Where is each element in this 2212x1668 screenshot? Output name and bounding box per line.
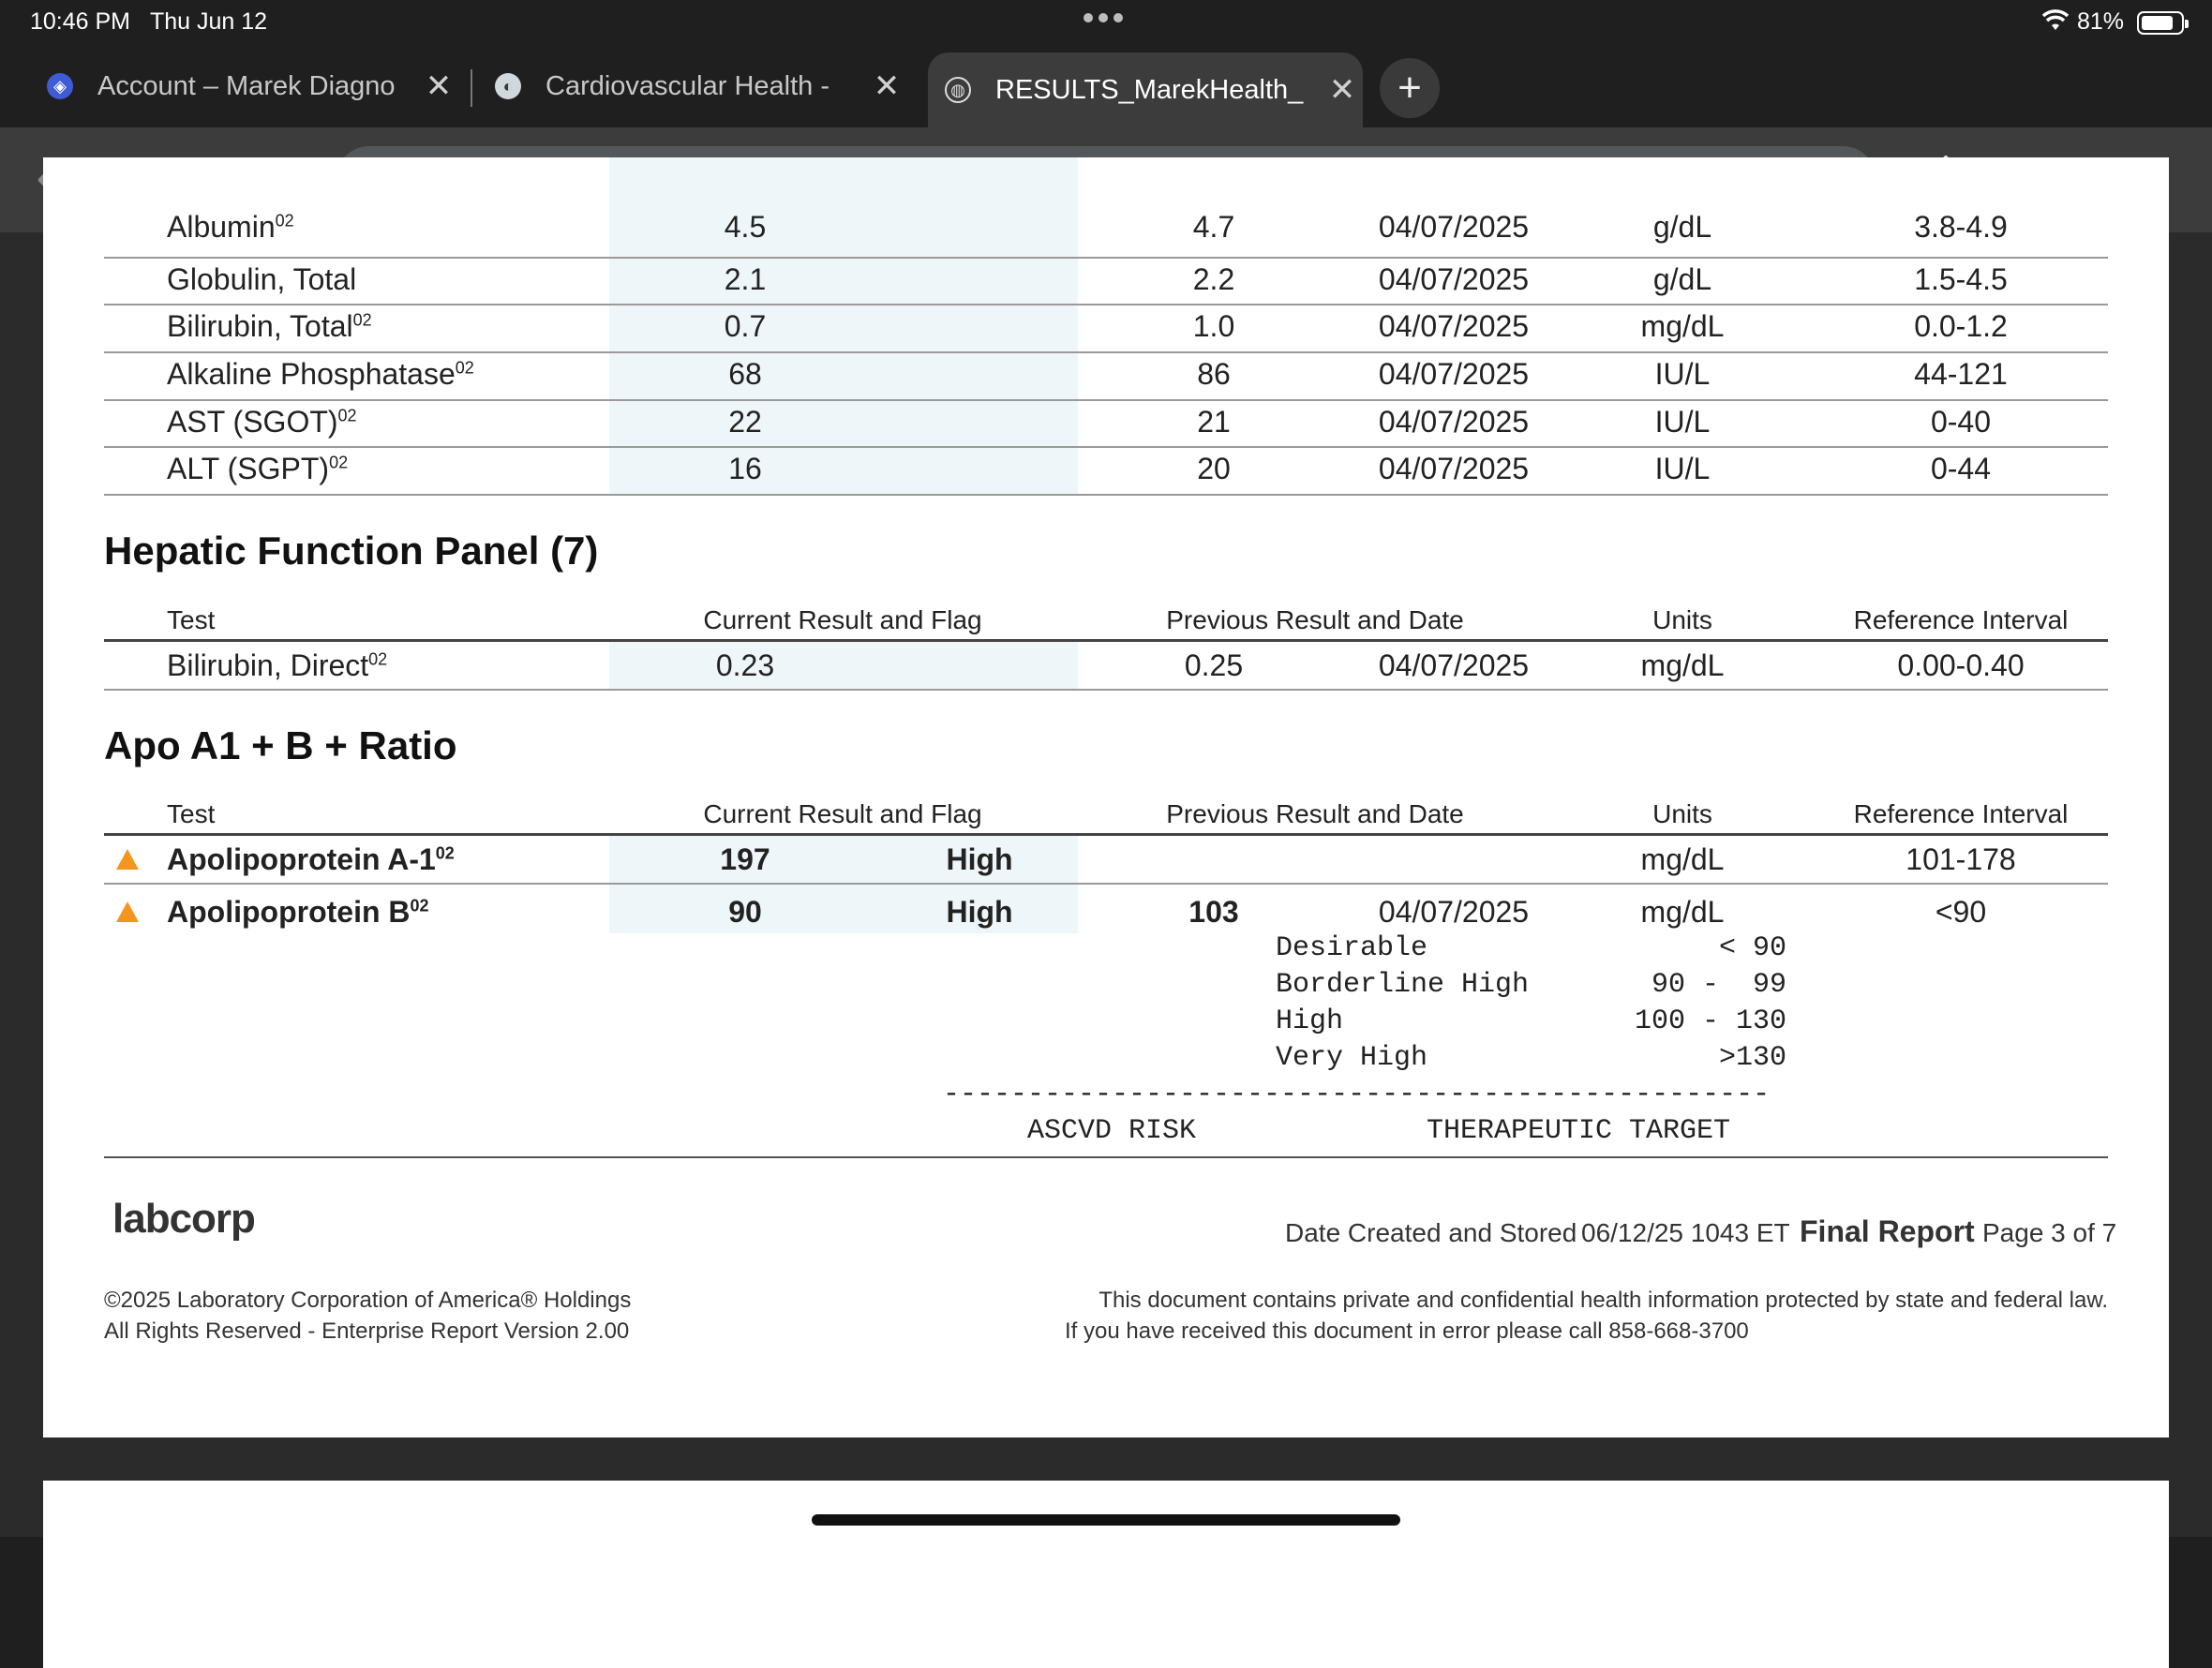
section-title-hepatic: Hepatic Function Panel (7) [104, 529, 599, 573]
test-name: Alkaline Phosphatase [167, 357, 456, 391]
lab-code: 02 [435, 843, 455, 863]
header-test: Test [167, 799, 216, 828]
row-divider [104, 351, 2108, 353]
header-previous: Previous Result and Date [1166, 605, 1464, 634]
previous-date: 04/07/2025 [1378, 895, 1530, 929]
reference-interval: 1.5-4.5 [1914, 262, 2008, 296]
units: mg/dL [1640, 842, 1725, 876]
copyright-line: ©2025 Laboratory Corporation of America® Holdings [104, 1288, 632, 1313]
status-time: 10:46 PM [30, 8, 131, 35]
ascvd-risk-label: ASCVD RISK [1027, 1115, 1197, 1147]
tab-account[interactable] [47, 52, 459, 120]
next-page [43, 1481, 2169, 1668]
reference-interval: 44-121 [1914, 357, 2008, 391]
previous-result: 4.7 [1192, 210, 1235, 244]
reference-interval: 0.0-1.2 [1914, 309, 2008, 343]
footer-divider [104, 1156, 2108, 1158]
comment-value: >130 [1718, 1042, 1786, 1074]
status-date: Thu Jun 12 [150, 8, 268, 35]
previous-date: 04/07/2025 [1378, 262, 1530, 296]
lab-code: 02 [455, 358, 474, 378]
units: IU/L [1654, 452, 1711, 485]
header-current: Current Result and Flag [703, 799, 982, 828]
current-result-highlight [609, 642, 1078, 689]
new-tab-button[interactable]: + [1380, 58, 1440, 118]
previous-result: 1.0 [1192, 309, 1235, 343]
previous-date: 04/07/2025 [1378, 405, 1530, 439]
units: mg/dL [1640, 309, 1725, 343]
units: mg/dL [1640, 648, 1725, 682]
header-reference: Reference Interval [1853, 605, 2069, 634]
globe-favicon-icon: ◐ [495, 73, 521, 99]
row-divider [104, 446, 2108, 448]
comment-value: 100 - 130 [1634, 1005, 1786, 1037]
close-tab-icon[interactable]: ✕ [1328, 72, 1356, 108]
pdf-viewer[interactable] [0, 210, 2212, 1537]
units: g/dL [1652, 262, 1712, 296]
therapeutic-target-label: THERAPEUTIC TARGET [1427, 1115, 1731, 1147]
previous-result: 2.2 [1192, 262, 1235, 296]
header-divider [104, 639, 2108, 642]
row-divider [104, 689, 2108, 691]
test-name: Globulin, Total [167, 262, 357, 296]
date-created-label: Date Created and Stored [1285, 1218, 1577, 1247]
comment-label: High [1276, 1005, 1344, 1037]
header-reference: Reference Interval [1853, 799, 2069, 828]
current-result: 4.5 [724, 210, 767, 244]
current-result: 0.7 [724, 309, 767, 343]
battery-percent: 81% [2077, 8, 2125, 35]
previous-result: 0.25 [1184, 648, 1244, 682]
header-previous: Previous Result and Date [1166, 799, 1464, 828]
current-result: 90 [728, 895, 762, 929]
units: IU/L [1654, 357, 1711, 391]
comment-label: Very High [1276, 1042, 1428, 1074]
reference-interval: 3.8-4.9 [1914, 210, 2008, 244]
multitasking-dots-icon[interactable] [1084, 13, 1123, 22]
tab-cardiovascular[interactable] [495, 52, 907, 120]
current-result: 68 [728, 357, 762, 391]
test-name: Bilirubin, Total [167, 309, 353, 343]
tab-divider [471, 69, 472, 107]
row-divider [104, 304, 2108, 305]
test-name: Apolipoprotein A-1 [167, 842, 436, 876]
reference-interval: <90 [1935, 895, 1987, 929]
header-divider [104, 833, 2108, 836]
comment-label: Desirable [1276, 932, 1428, 964]
reference-interval: 0-44 [1930, 452, 1992, 485]
current-result: 0.23 [715, 648, 775, 682]
close-tab-icon[interactable]: ✕ [873, 68, 901, 104]
test-name: AST (SGOT) [167, 405, 338, 439]
previous-result: 103 [1188, 895, 1239, 929]
current-result: 2.1 [724, 262, 767, 296]
tab-results-active[interactable] [928, 52, 1363, 127]
status-bar [0, 0, 2212, 45]
header-current: Current Result and Flag [703, 605, 982, 634]
previous-date: 04/07/2025 [1378, 452, 1530, 485]
row-divider [104, 883, 2108, 885]
units: g/dL [1652, 210, 1712, 244]
reference-interval: 101-178 [1906, 842, 2016, 876]
tab-strip [0, 45, 2212, 127]
current-result: 22 [728, 405, 762, 439]
final-report-label: Final Report [1800, 1214, 1975, 1248]
report-page [43, 157, 2169, 1437]
battery-icon [2137, 11, 2184, 35]
lab-code: 02 [329, 453, 349, 472]
previous-date: 04/07/2025 [1378, 210, 1530, 244]
wifi-icon [2041, 9, 2070, 32]
lab-code: 02 [368, 649, 388, 669]
current-result-highlight [609, 157, 1078, 495]
warning-triangle-icon [116, 849, 139, 870]
date-created-value: 06/12/25 1043 ET [1581, 1218, 1790, 1247]
labcorp-logo: labcorp [112, 1196, 255, 1242]
test-name: Apolipoprotein B [167, 895, 411, 929]
comment-value: < 90 [1718, 932, 1786, 964]
comment-value: 90 - 99 [1651, 969, 1786, 1001]
previous-date: 04/07/2025 [1378, 648, 1530, 682]
tab-title: RESULTS_MarekHealth_ [995, 74, 1304, 105]
row-divider [104, 399, 2108, 401]
previous-result: 20 [1197, 452, 1231, 485]
header-units: Units [1652, 799, 1712, 828]
reference-interval: 0-40 [1930, 405, 1992, 439]
previous-date: 04/07/2025 [1378, 357, 1530, 391]
reference-interval: 0.00-0.40 [1897, 648, 2025, 682]
units: IU/L [1654, 405, 1711, 439]
comment-label: Borderline High [1276, 969, 1530, 1001]
close-tab-icon[interactable]: ✕ [425, 68, 453, 104]
row-divider [104, 494, 2108, 496]
lab-code: 02 [352, 310, 372, 330]
lab-code: 02 [275, 211, 294, 231]
marek-favicon-icon: ◈ [47, 73, 73, 99]
result-flag: High [946, 895, 1013, 929]
test-name: Albumin [167, 210, 276, 244]
previous-result: 21 [1197, 405, 1231, 439]
confidential-notice: If you have received this document in error please call 858-668-3700 [1065, 1318, 1749, 1344]
home-indicator[interactable] [812, 1514, 1400, 1526]
result-flag: High [946, 842, 1013, 876]
previous-date: 04/07/2025 [1378, 309, 1530, 343]
copyright-line: All Rights Reserved - Enterprise Report Version 2.00 [104, 1318, 630, 1344]
units: mg/dL [1640, 895, 1725, 929]
globe-favicon-icon: ◍ [945, 77, 971, 103]
header-units: Units [1652, 605, 1712, 634]
section-title-apo: Apo A1 + B + Ratio [104, 723, 457, 767]
row-divider [104, 257, 2108, 259]
page-number: Page 3 of 7 [1982, 1218, 2117, 1247]
comment-dash-line: ------------------------------------------------- [943, 1079, 1771, 1110]
previous-result: 86 [1197, 357, 1231, 391]
confidential-notice: This document contains private and confidential health information protected by state and federal law. [1099, 1288, 2108, 1313]
test-name: Bilirubin, Direct [167, 648, 369, 682]
tab-title: Cardiovascular Health - [546, 70, 830, 101]
tab-title: Account – Marek Diagno [97, 70, 396, 101]
lab-code: 02 [337, 406, 357, 425]
current-result: 197 [720, 842, 770, 876]
current-result: 16 [728, 452, 762, 485]
test-name: ALT (SGPT) [167, 452, 330, 485]
header-test: Test [167, 605, 216, 634]
warning-triangle-icon [116, 901, 139, 922]
lab-code: 02 [410, 896, 429, 916]
